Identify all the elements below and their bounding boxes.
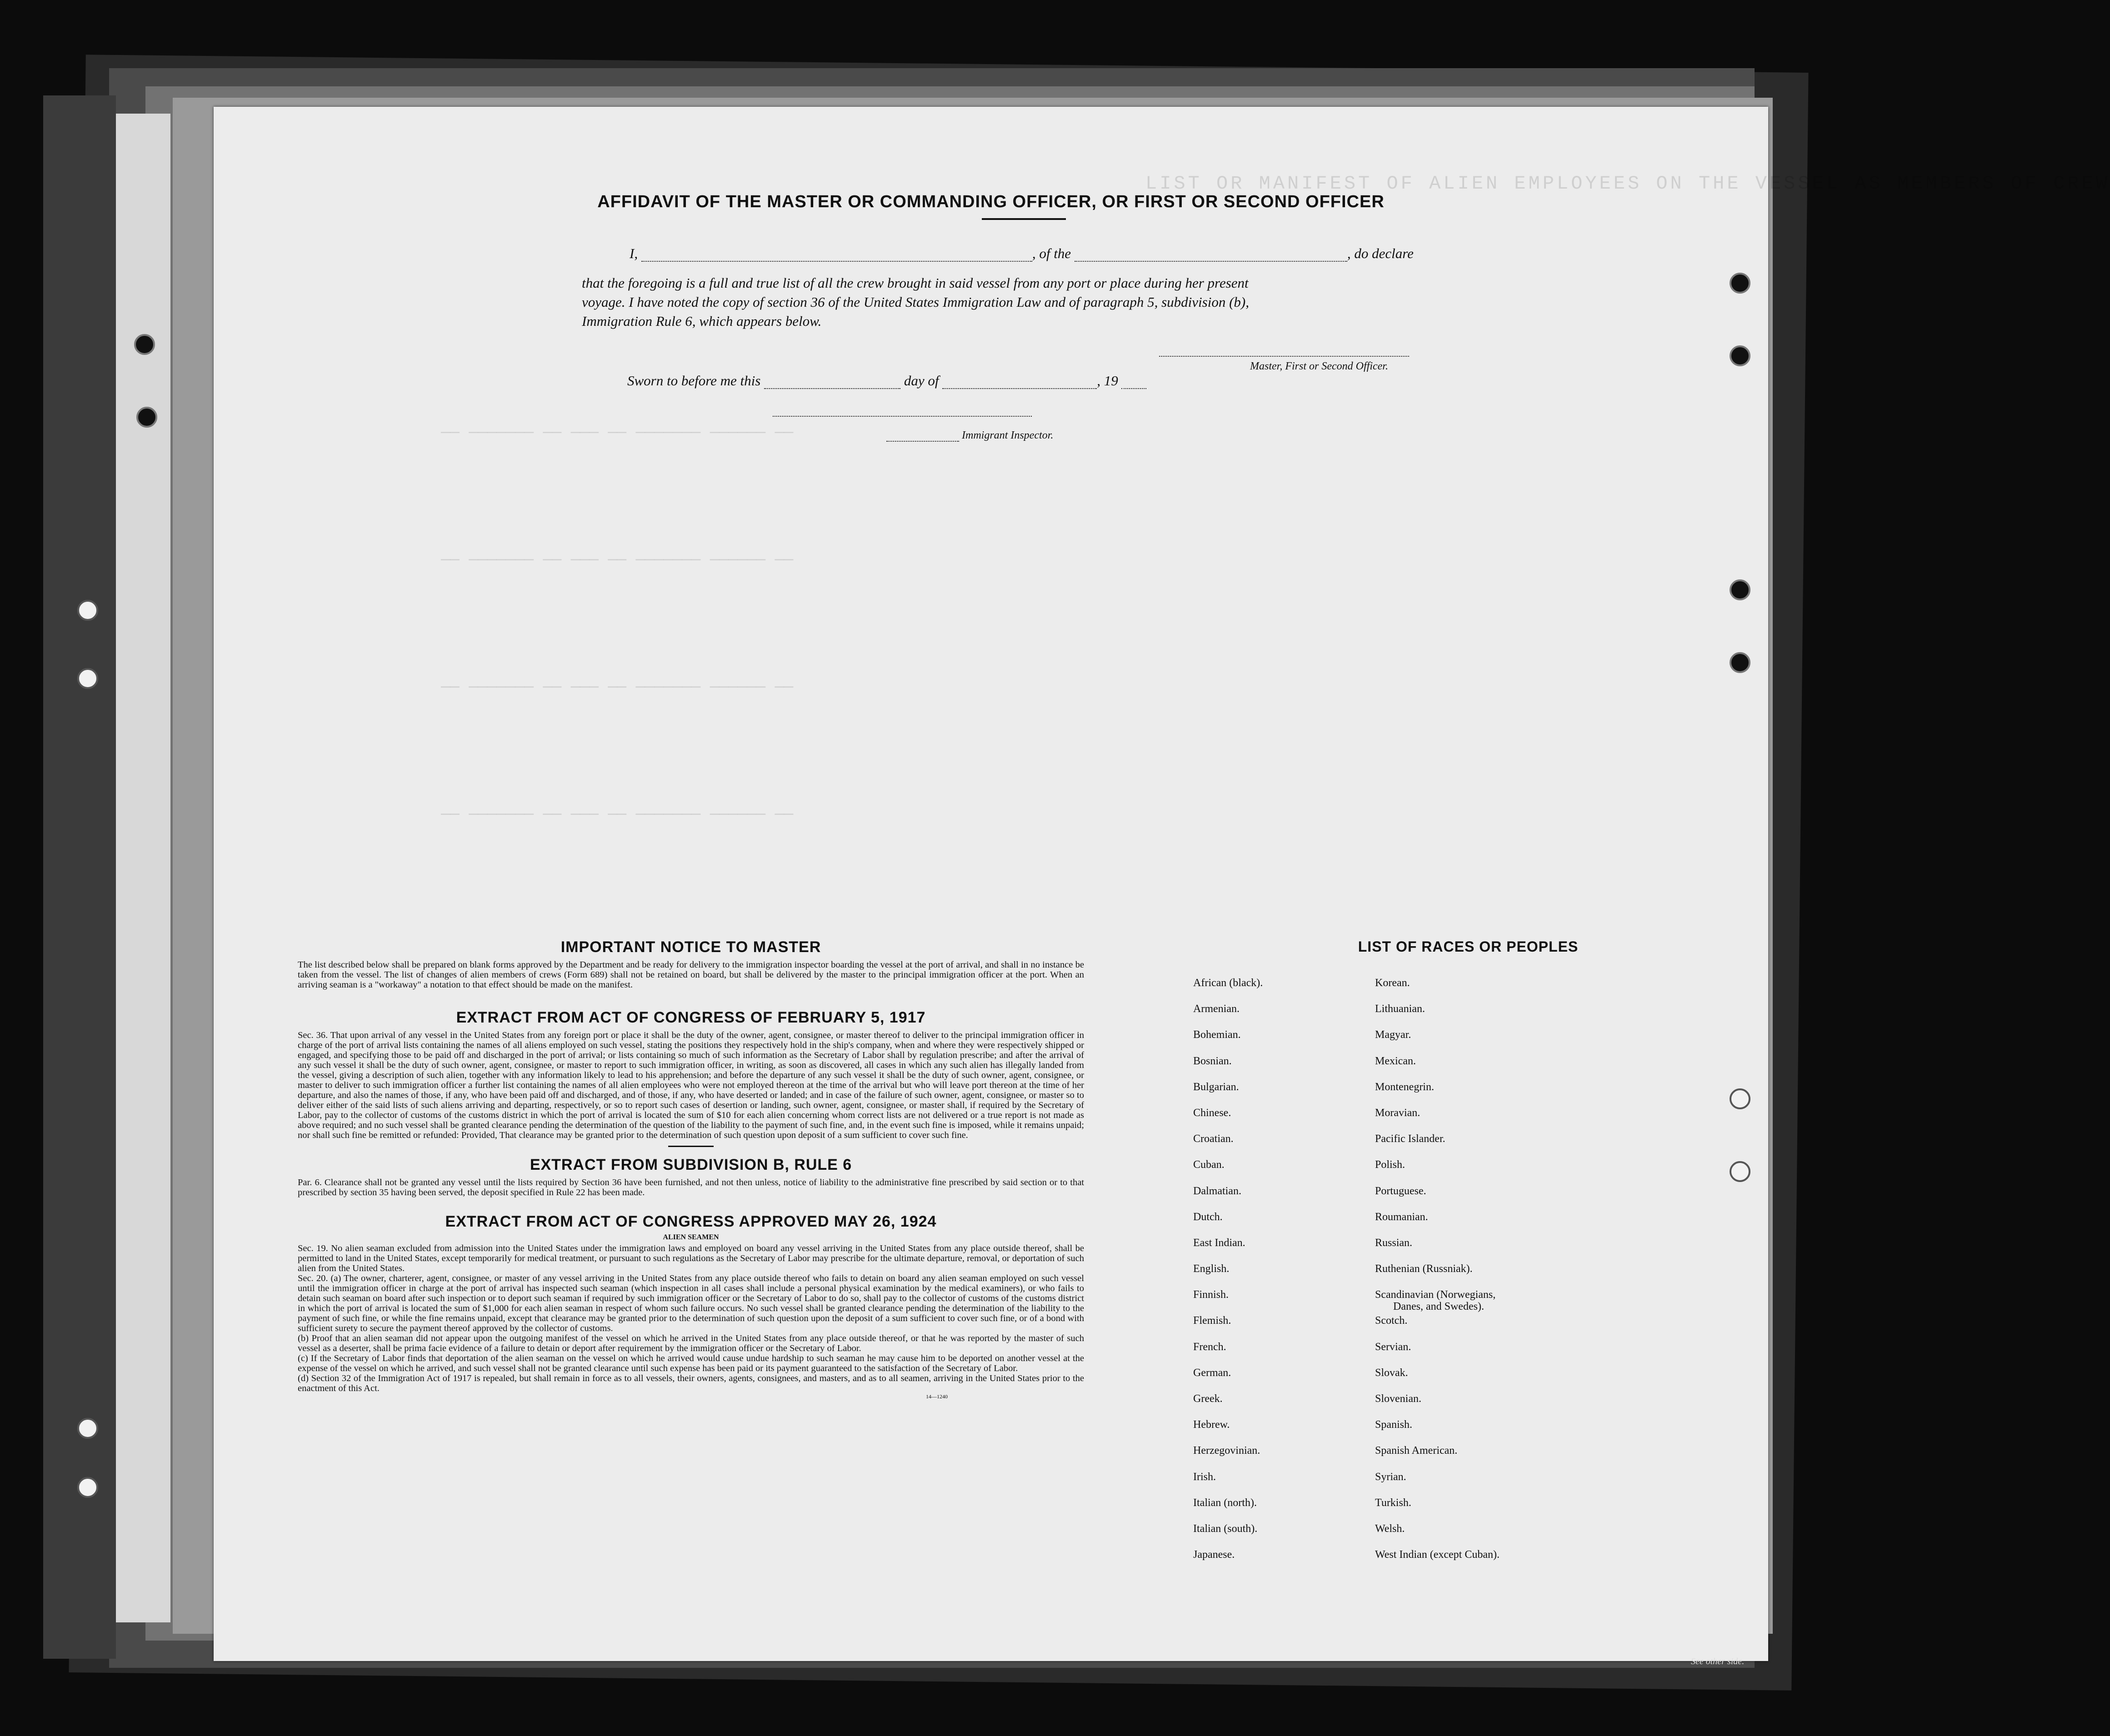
race-item: Moravian. (1375, 1107, 1420, 1119)
title-underline (982, 218, 1066, 220)
year-label: , 19 (1097, 373, 1118, 389)
race-item-continuation: Danes, and Swedes). (1393, 1301, 1484, 1313)
race-item: Syrian. (1375, 1471, 1406, 1483)
race-item: Cuban. (1193, 1159, 1225, 1171)
see-other-side-note: See other side. (1691, 1656, 1745, 1666)
race-item: Montenegrin. (1375, 1081, 1434, 1093)
rule-6-title: EXTRACT FROM SUBDIVISION B, RULE 6 (530, 1156, 852, 1173)
race-item: Hebrew. (1193, 1419, 1230, 1431)
declaration-line (630, 245, 1414, 262)
race-item: Bohemian. (1193, 1029, 1241, 1041)
race-item: West Indian (except Cuban). (1375, 1549, 1500, 1561)
declaration-line-4: Immigration Rule 6, which appears below. (582, 313, 822, 329)
extract-1917-title: EXTRACT FROM ACT OF CONGRESS OF FEBRUARY 5, 1917 (456, 1009, 926, 1026)
race-item: Bosnian. (1193, 1055, 1232, 1067)
races-column-2 (1375, 977, 1500, 1575)
race-item: East Indian. (1193, 1237, 1245, 1249)
form-number: 14—1240 (926, 1393, 948, 1400)
race-item: French. (1193, 1341, 1226, 1353)
bleed-through-row: ── ─────── ── ─── ── ─────── ────── ── (441, 807, 794, 824)
race-item: Ruthenian (Russniak). (1375, 1263, 1473, 1275)
binder-hole (1730, 1161, 1750, 1182)
binder-hole (77, 1418, 98, 1439)
sworn-day-blank[interactable] (764, 388, 900, 389)
race-item: Croatian. (1193, 1133, 1234, 1145)
race-item: Spanish American. (1375, 1445, 1458, 1457)
race-item: Turkish. (1375, 1497, 1411, 1509)
sec-20b-text: (b) Proof that an alien seaman did not appear upon the outgoing manifest of the vessel on which he arrived in the United States from any place outside thereof, or that he was reported by the master of such vessel as a deserter, shall be prima facie evidence of a failure to detain or deport after requirement by the immigration officer or the Secretary of Labor. (298, 1333, 1084, 1353)
race-item: Bulgarian. (1193, 1081, 1239, 1093)
binder-hole (1730, 579, 1750, 600)
vessel-blank[interactable] (1075, 261, 1347, 262)
affidavit-page (214, 107, 2110, 1661)
race-item: Pacific Islander. (1375, 1133, 1445, 1145)
race-item: Mexican. (1375, 1055, 1416, 1067)
race-item: Finnish. (1193, 1289, 1229, 1301)
notice-title: IMPORTANT NOTICE TO MASTER (560, 938, 821, 956)
bleed-through-heading: LIST OR MANIFEST OF ALIEN EMPLOYEES ON THE VESSEL AS MEMBERS OF CREW (1145, 173, 2110, 195)
rule-6-text: Par. 6. Clearance shall not be granted any vessel until the lists required by Section 36 have been furnished, and not then unless, notice of liability to the administrative fine prescribed by said section or to that prescribed by section 35 having been served, the deposit specified in Rule 22 has been made. (298, 1177, 1084, 1197)
name-blank[interactable] (641, 261, 1032, 262)
master-signature-label: Master, First or Second Officer. (1250, 360, 1388, 372)
extract-1924-title: EXTRACT FROM ACT OF CONGRESS APPROVED MAY 26, 1924 (445, 1213, 937, 1230)
race-item: Lithuanian. (1375, 1003, 1425, 1015)
declaration-line-2: that the foregoing is a full and true list of all the crew brought in said vessel from any port or place during her present (582, 275, 1249, 291)
race-item: Dutch. (1193, 1211, 1223, 1223)
sworn-line (627, 373, 1146, 389)
sec-19-text: Sec. 19. No alien seaman excluded from admission into the United States under the immigration laws and employed on board any vessel arriving in the United States from any place outside thereof, shall be permitted to land in the United States, except temporarily for medical treatment, or pursuant to such regulations as the Secretary of Labor may prescribe for the ultimate departure, removal, or deportation of such alien from the United States. (298, 1243, 1084, 1273)
race-item: Portuguese. (1375, 1185, 1426, 1197)
of-the-label: , of the (1032, 245, 1071, 261)
extract-1917-text: Sec. 36. That upon arrival of any vessel in the United States from any foreign port or place it shall be the duty of the owner, agent, consignee, or master thereof to deliver to the principal immigration officer in charge of the port of arrival lists containing the names of all aliens employed on such vessel, stating the positions they respectively hold in the ship's company, when and where they were respectively shipped or engaged, and specifying those to be paid off and discharged in the port of arrival; or lists containing so much of such information as the Secretary of Labor shall by regulation prescribe; and after the arrival of any such vessel it shall be the duty of such owner, agent, consignee, or master to report to such immigration officer, in writing, as soon as discovered, all cases in which any such alien has illegally landed from the vessel, giving a description of such alien, together with any information likely to lead to his apprehension; and before the departure of any such vessel it shall be the duty of such owner, agent, consignee, or master to deliver to such immigration officer a further list containing the names of all alien employees who were not employed thereon at the time of the arrival but who will leave port thereon at the time of her departure, and also the names of those, if any, who have been paid off and discharged, and of those, if any, who have deserted or landed; and in case of the failure of such owner, agent, consignee, or master so to deliver either of the said lists of such aliens arriving and departing, respectively, or so to report such cases of desertion or landing, such owner, agent, consignee, or master shall, if required by the Secretary of Labor, pay to the collector of customs of the customs district in which the port of arrival is located the sum of $10 for each alien concerning whom correct lists are not delivered or a true report is not made as above required; and no such vessel shall be granted clearance pending the determination of the question of the liability to the payment of such fine, and, in the event such fine is imposed, while it remains unpaid; nor shall such fine be remitted or refunded: Provided, That clearance may be granted prior to the determination of such question upon deposit of a sum sufficient to cover such fine. (298, 1030, 1084, 1140)
race-item: Chinese. (1193, 1107, 1231, 1119)
notice-text: The list described below shall be prepared on blank forms approved by the Department and be ready for delivery to the immigration inspector boarding the vessel at the port of arrival, and shall in no instance be taken from the vessel. The list of changes of alien members of crews (Form 689) shall not be retained on board, but shall be delivered by the master to the principal immigration officer at the port. When an arriving seaman is a "workaway" a notation to that effect should be made on the manifest. (298, 960, 1084, 990)
sworn-year-blank[interactable] (1121, 388, 1146, 389)
alien-seamen-subtitle: ALIEN SEAMEN (663, 1233, 719, 1241)
do-declare-label: , do declare (1347, 245, 1414, 261)
i-label: I, (630, 245, 638, 261)
race-item: Korean. (1375, 977, 1410, 989)
race-item: Irish. (1193, 1471, 1216, 1483)
sec-20a-text: Sec. 20. (a) The owner, charterer, agent, consignee, or master of any vessel arriving in the United States from any place outside thereof who fails to detain on board any alien seaman employed on such vessel until the immigration officer in charge at the port of arrival has inspected such seaman (which inspection in all cases shall include a personal physical examination by the medical examiners), or who fails to detain such seaman on board after such inspection or to deport such seaman if required by such immigration officer or the Secretary of Labor to do so, shall pay to the collector of customs of the customs district in which the port of arrival is located the sum of $1,000 for each alien seaman in respect of whom such failure occurs. No such vessel shall be granted clearance pending the determination of the liability to the payment of such fine, or while the fine remains unpaid, except that clearance may be granted prior to the determination of such question upon the deposit of a sum sufficient to cover such fine, or of a bond with sufficient surety to secure the payment thereof approved by the collector of customs. (298, 1273, 1084, 1333)
bleed-through-row: ── ─────── ── ─── ── ─────── ────── ── (441, 425, 794, 442)
binder-hole (77, 668, 98, 689)
binder-hole (1730, 1088, 1750, 1109)
race-item: Russian. (1375, 1237, 1413, 1249)
race-item: Dalmatian. (1193, 1185, 1241, 1197)
race-item: Herzegovinian. (1193, 1445, 1260, 1457)
section-divider (668, 1146, 714, 1147)
legal-extracts (298, 938, 1084, 1400)
affidavit-title: AFFIDAVIT OF THE MASTER OR COMMANDING OFFICER, OR FIRST OR SECOND OFFICER (597, 192, 1385, 211)
binder-hole (77, 1477, 98, 1498)
race-item: Roumanian. (1375, 1211, 1428, 1223)
race-item: Slovak. (1375, 1367, 1408, 1379)
binder-hole (136, 407, 157, 428)
race-item: Scandinavian (Norwegians, Danes, and Swedes). (1375, 1289, 1500, 1315)
bleed-through-row: ── ─────── ── ─── ── ─────── ────── ── (441, 552, 794, 569)
race-item: Slovenian. (1375, 1393, 1421, 1405)
sec-20d-text: (d) Section 32 of the Immigration Act of 1917 is repealed, but shall remain in force as to all vessels, their owners, agents, consignees, and masters, and as to all seamen, arriving in the United States prior to the enactment of this Act. (298, 1373, 1084, 1393)
inspector-signature-label: Immigrant Inspector. (886, 429, 1053, 442)
race-item: Magyar. (1375, 1029, 1411, 1041)
race-item: Japanese. (1193, 1549, 1235, 1561)
inspector-signature-blank[interactable] (773, 416, 1032, 417)
race-item: Servian. (1375, 1341, 1411, 1353)
races-title: LIST OF RACES OR PEOPLES (1358, 938, 1579, 955)
day-of-label: day of (904, 373, 939, 389)
race-item: African (black). (1193, 977, 1263, 989)
binder-hole (77, 600, 98, 621)
races-column-1 (1193, 977, 1263, 1575)
race-item: Armenian. (1193, 1003, 1240, 1015)
binder-hole (134, 334, 155, 355)
race-item: Italian (north). (1193, 1497, 1257, 1509)
sec-20c-text: (c) If the Secretary of Labor finds that deportation of the alien seaman on the vessel on which he arrived would cause undue hardship to such seaman he may cause him to be deported on another vessel at the expense of the vessel on which he arrived, and such vessel shall not be granted clearance until such expense has been paid or its payment guaranteed to the satisfaction of the Secretary of Labor. (298, 1353, 1084, 1373)
master-signature-blank[interactable] (1159, 356, 1409, 357)
race-item: Welsh. (1375, 1522, 1405, 1535)
race-item: German. (1193, 1367, 1231, 1379)
race-item: Greek. (1193, 1393, 1223, 1405)
race-item: Spanish. (1375, 1419, 1413, 1431)
sworn-month-blank[interactable] (942, 388, 1097, 389)
binder-hole (1730, 273, 1750, 294)
race-item: English. (1193, 1263, 1230, 1275)
binder-hole (1730, 652, 1750, 673)
race-item: Polish. (1375, 1159, 1405, 1171)
sworn-label: Sworn to before me this (627, 373, 761, 389)
binder-hole (1730, 345, 1750, 366)
race-item: Flemish. (1193, 1315, 1231, 1327)
bleed-through-row: ── ─────── ── ─── ── ─────── ────── ── (441, 679, 794, 697)
race-item: Italian (south). (1193, 1522, 1258, 1535)
declaration-line-3: voyage. I have noted the copy of section 36 of the United States Immigration Law and of paragraph 5, subdivision (b), (582, 294, 1249, 310)
race-item: Scotch. (1375, 1315, 1408, 1327)
